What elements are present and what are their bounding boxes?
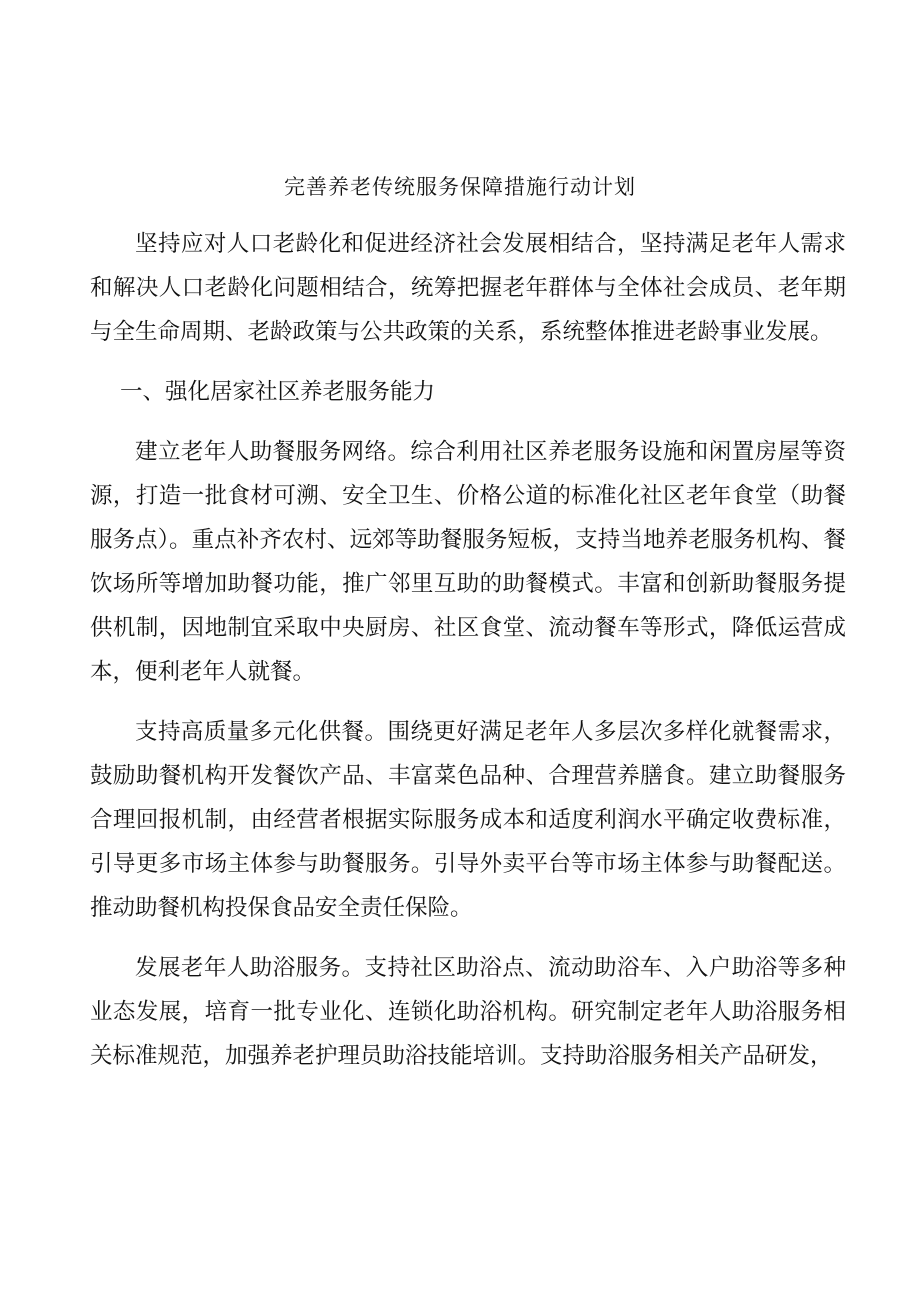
paragraph-meal-supply: 支持高质量多元化供餐。围绕更好满足老年人多层次多样化就餐需求，鼓励助餐机构开发餐饮产品、丰富菜色品种、合理营养膳食。建立助餐服务合理回报机制，由经营者根据实际服务成本和适度利润水平确定收费标准，引导更多市场主体参与助餐服务。引导外卖平台等市场主体参与助餐配送。推动助餐机构投保食品安全责任保险。	[90, 719, 846, 921]
paragraph-bathing-service: 发展老年人助浴服务。支持社区助浴点、流动助浴车、入户助浴等多种业态发展，培育一批专业化、连锁化助浴机构。研究制定老年人助浴服务相关标准规范，加强养老护理员助浴技能培训。支持助浴服务相关产品研发，	[90, 955, 846, 1069]
document-title: 完善养老传统服务保障措施行动计划	[284, 175, 636, 199]
intro-paragraph: 坚持应对人口老龄化和促进经济社会发展相结合，坚持满足老年人需求和解决人口老龄化问题相结合，统筹把握老年群体与全体社会成员、老年期与全生命周期、老龄政策与公共政策的关系，系统整体推进老龄事业发展。	[90, 231, 846, 345]
document-body	[90, 222, 846, 1094]
section-heading: 一、强化居家社区养老服务能力	[120, 379, 436, 405]
paragraph-meal-network: 建立老年人助餐服务网络。综合利用社区养老服务设施和闲置房屋等资源，打造一批食材可溯、安全卫生、价格公道的标准化社区老年食堂（助餐服务点）。重点补齐农村、远郊等助餐服务短板，支持当地养老服务机构、餐饮场所等增加助餐功能，推广邻里互助的助餐模式。丰富和创新助餐服务提供机制，因地制宜采取中央厨房、社区食堂、流动餐车等形式，降低运营成本，便利老年人就餐。	[90, 439, 846, 685]
